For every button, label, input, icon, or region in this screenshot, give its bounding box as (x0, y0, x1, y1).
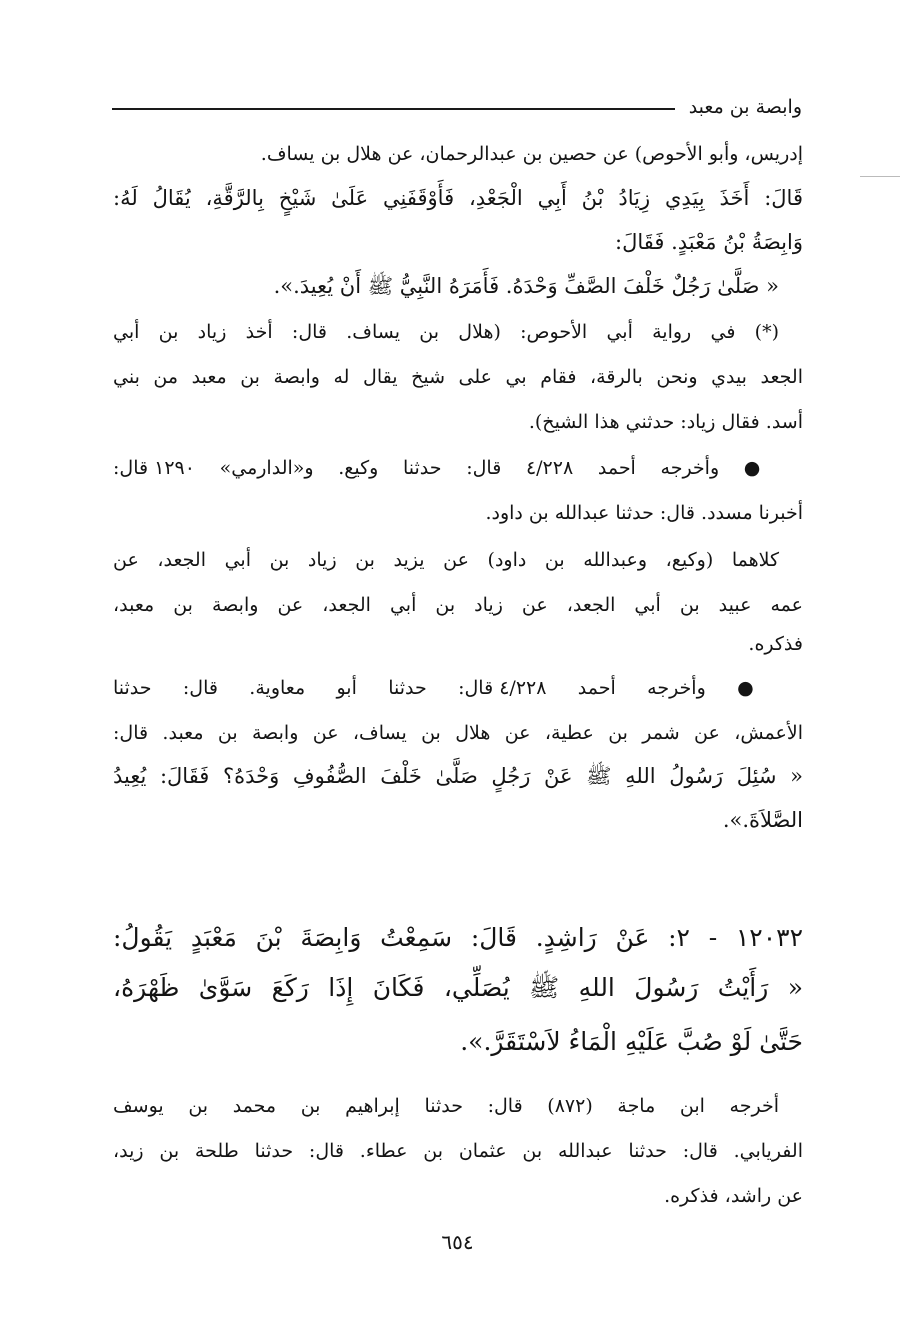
footnote-line: أسد. فقال زياد: حدثني هذا الشيخ). (528, 411, 803, 433)
hadith-text: حَتَّىٰ لَوْ صُبَّ عَلَيْهِ الْمَاءُ لاَسْتَقَرَّ.». (460, 1027, 803, 1056)
hadith-text: « رَأَيْتُ رَسُولَ اللهِ ﷺ يُصَلِّي، فَكَانَ إِذَا رَكَعَ سَوَّىٰ ظَهْرَهُ، (113, 973, 803, 1002)
text-line: وَابِصَةُ بْنُ مَعْبَدٍ. فَقَالَ: (615, 230, 803, 254)
footnote-line: (*) في رواية أبي الأحوص: (هلال بن يساف. قال: أخذ زياد بن أبي (113, 321, 779, 343)
takhrij-line: الفريابي. قال: حدثنا عبدالله بن عثمان بن عطاء. قال: حدثنا طلحة بن زيد، (113, 1140, 803, 1162)
running-title: وابصة بن معبد (688, 96, 802, 118)
margin-mark (860, 176, 900, 177)
hadith-quote: « صَلَّىٰ رَجُلٌ خَلْفَ الصَّفِّ وَحْدَهُ. فَأَمَرَهُ النَّبِيُّ ﷺ أَنْ يُعِيدَ.». (273, 274, 779, 298)
takhrij-line: كلاهما (وكيع، وعبدالله بن داود) عن يزيد بن زياد بن أبي الجعد، عن (113, 549, 779, 571)
hadith-heading: ١٢٠٣٢ - ٢: عَنْ رَاشِدٍ. قَالَ: سَمِعْتُ وَابِصَةَ بْنَ مَعْبَدٍ يَقُولُ: (113, 923, 803, 952)
takhrij-line: ● وأخرجه أحمد ٤/٢٢٨ قال: حدثنا وكيع. و«الدارمي» ١٢٩٠ قال: (113, 457, 780, 479)
page-number: ٦٥٤ (441, 1230, 474, 1254)
takhrij-line: عمه عبيد بن أبي الجعد، عن زياد بن أبي الجعد، عن وابصة بن معبد، (113, 594, 803, 616)
header-rule (112, 108, 675, 110)
running-header (112, 92, 802, 122)
takhrij-line: أخبرنا مسدد. قال: حدثنا عبدالله بن داود. (485, 502, 803, 524)
takhrij-line: ● وأخرجه أحمد ٤/٢٢٨ قال: حدثنا أبو معاوية. قال: حدثنا (113, 677, 779, 699)
hadith-quote: الصَّلاَةَ.». (722, 808, 803, 832)
hadith-quote: « سُئِلَ رَسُولُ اللهِ ﷺ عَنْ رَجُلٍ صَلَّىٰ خَلْفَ الصُّفُوفِ وَحْدَهُ؟ فَقَالَ: يُعِيدُ (113, 764, 803, 788)
text-line: إدريس، وأبو الأحوص) عن حصين بن عبدالرحمان، عن هلال بن يساف. (260, 143, 803, 165)
takhrij-line: عن راشد، فذكره. (664, 1185, 803, 1207)
text-line: قَالَ: أَخَذَ بِيَدِي زِيَادُ بْنُ أَبِي الْجَعْدِ، فَأَوْقَفَنِي عَلَىٰ شَيْخٍ بِالرَّقَّةِ، يُقَالُ لَهُ: (113, 186, 803, 210)
takhrij-line: الأعمش، عن شمر بن عطية، عن هلال بن يساف، عن وابصة بن معبد. قال: (113, 722, 803, 744)
takhrij-line: فذكره. (748, 633, 803, 655)
takhrij-line: أخرجه ابن ماجة (٨٧٢) قال: حدثنا إبراهيم بن محمد بن يوسف (113, 1095, 779, 1117)
footnote-line: الجعد بيدي ونحن بالرقة، فقام بي على شيخ يقال له وابصة بن معبد من بني (113, 366, 803, 388)
